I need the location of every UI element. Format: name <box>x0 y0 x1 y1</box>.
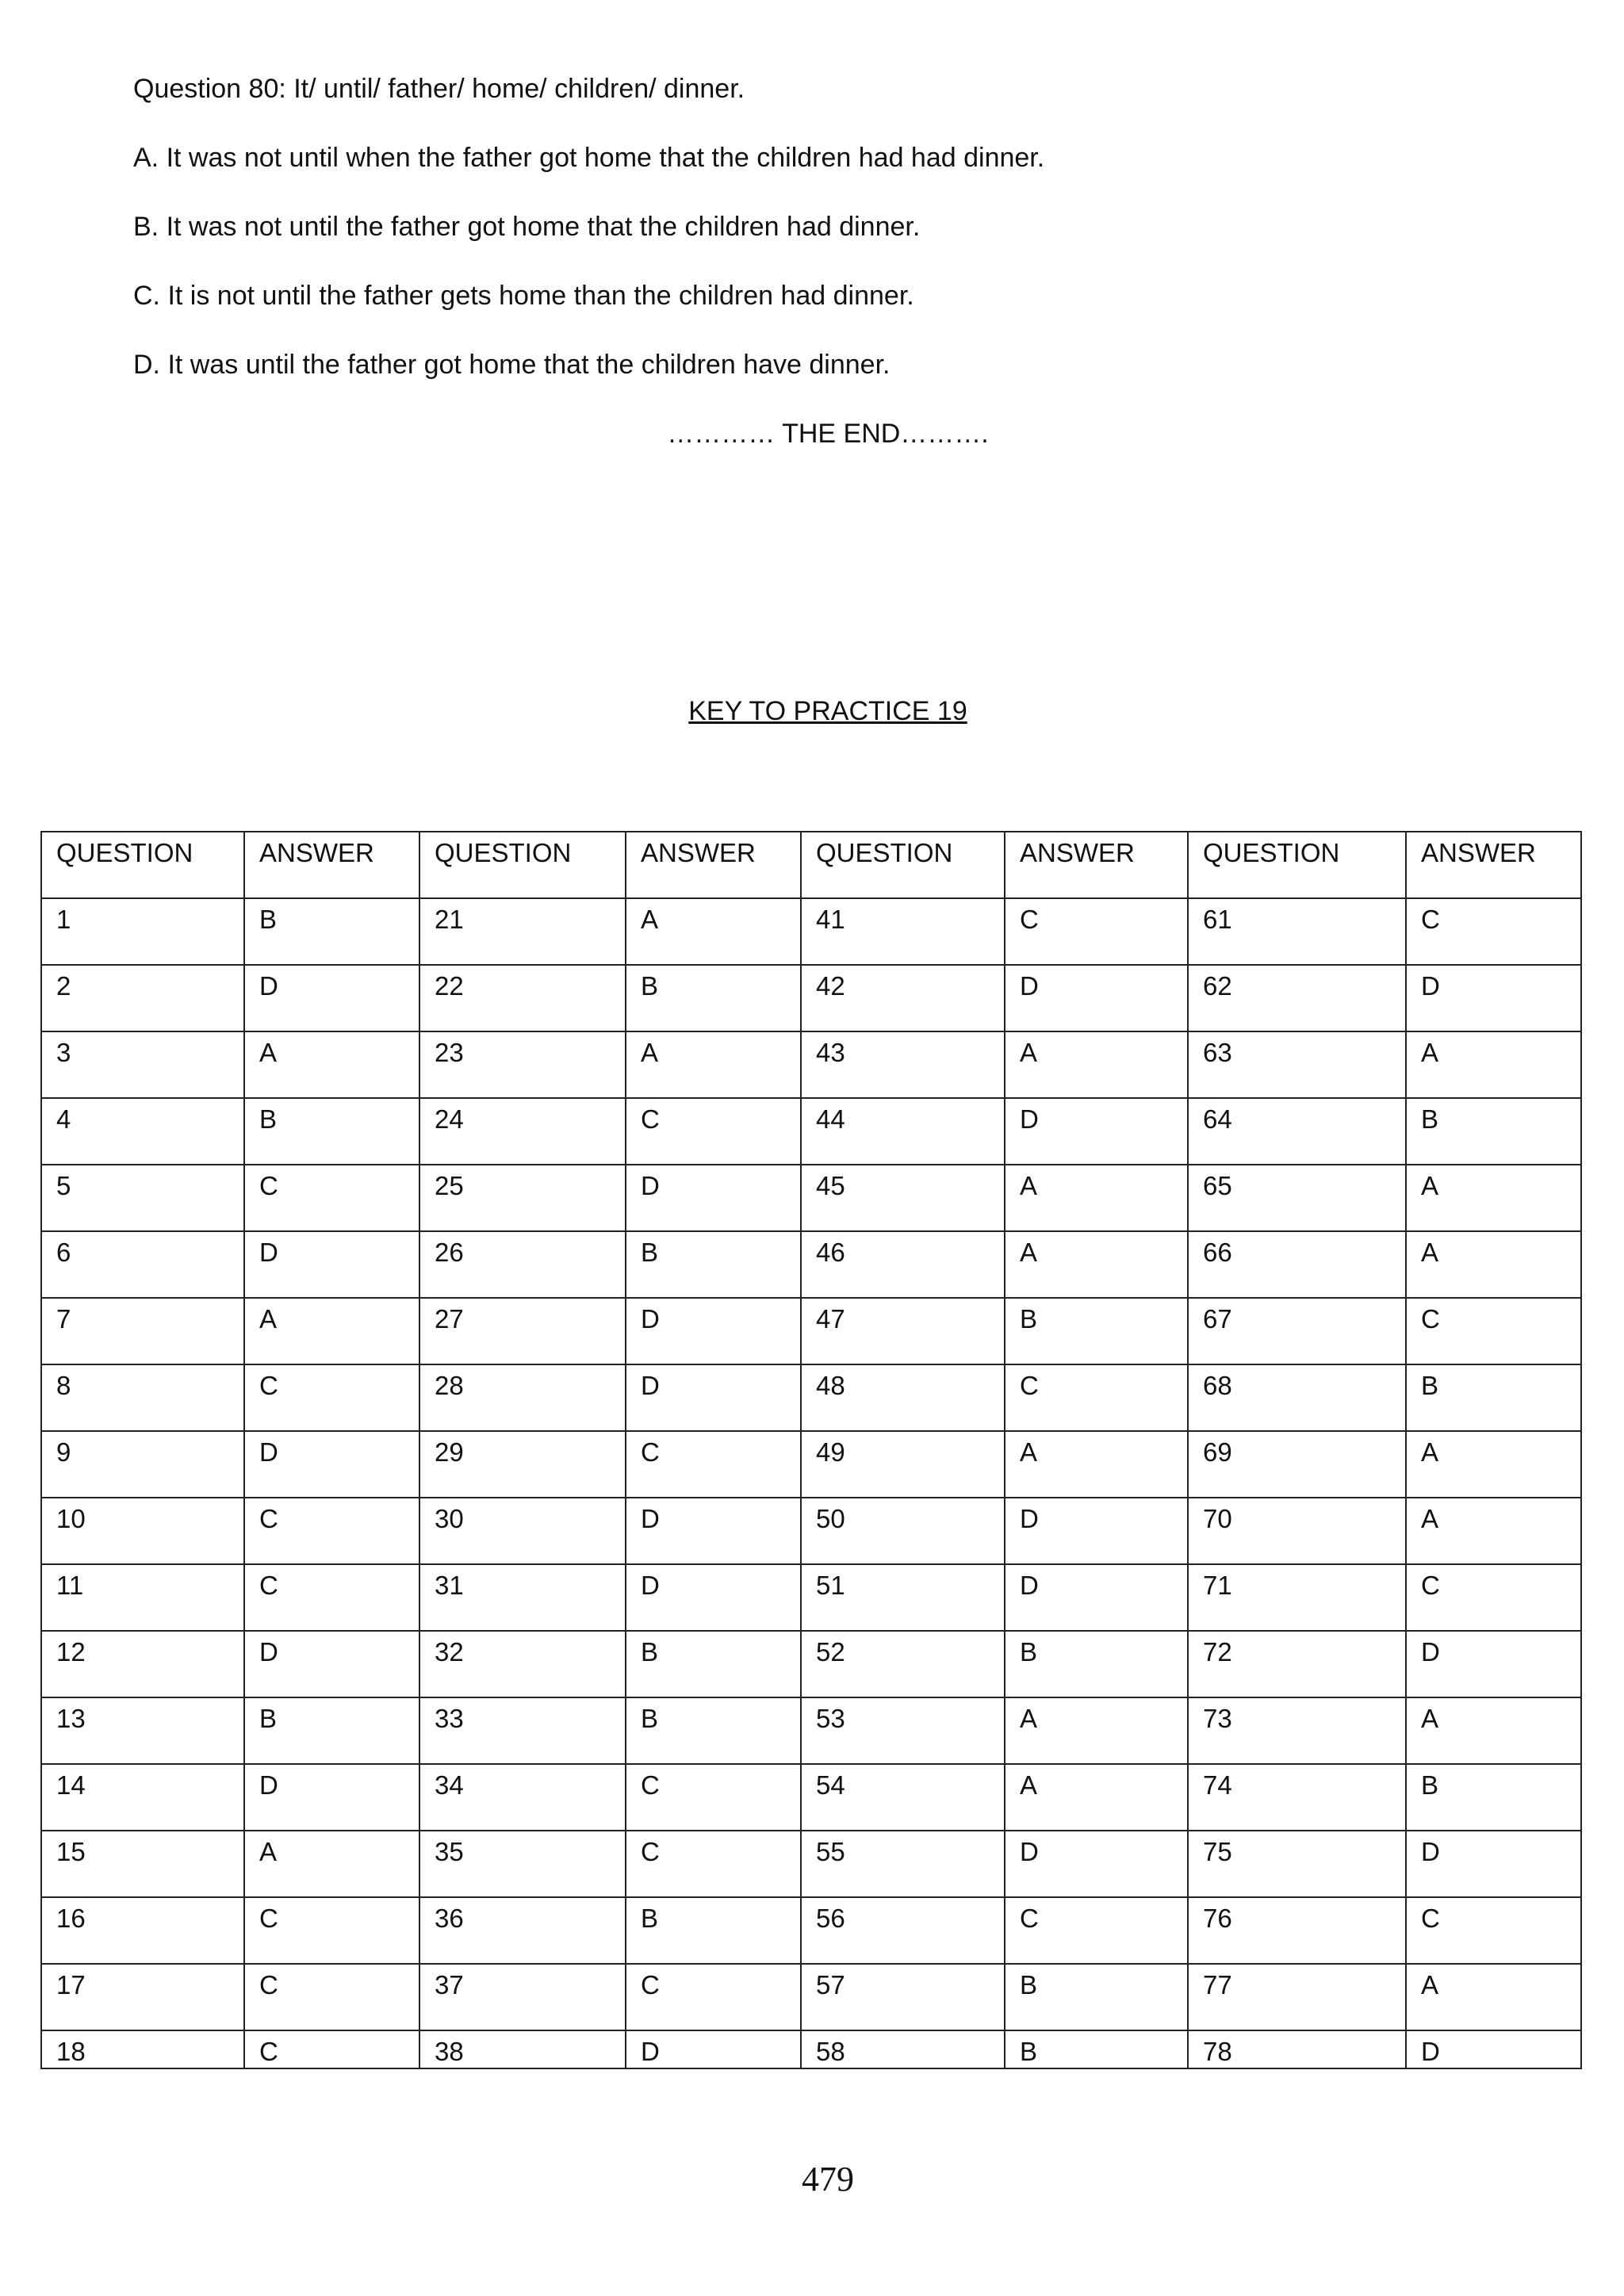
table-row <box>41 1431 1581 1498</box>
table-row <box>41 1364 1581 1431</box>
answer-cell: B <box>1005 2030 1188 2068</box>
table-row <box>41 898 1581 965</box>
answer-cell: A <box>1406 1431 1581 1498</box>
question-number-cell: 24 <box>419 1098 626 1165</box>
answer-cell: D <box>626 1564 801 1631</box>
option-a: A. It was not until when the father got home that the children had had dinner. <box>133 143 1045 173</box>
question-number-cell: 47 <box>801 1298 1005 1364</box>
question-number-cell: 76 <box>1188 1897 1406 1964</box>
question-number-cell: 66 <box>1188 1231 1406 1298</box>
table-header-row <box>41 832 1581 898</box>
question-number-cell: 35 <box>419 1831 626 1897</box>
answer-cell: B <box>1005 1964 1188 2030</box>
table-row <box>41 1631 1581 1697</box>
question-number-cell: 52 <box>801 1631 1005 1697</box>
table-row <box>41 1231 1581 1298</box>
header-answer: ANSWER <box>1406 832 1581 898</box>
question-number-cell: 70 <box>1188 1498 1406 1564</box>
answer-key-table <box>40 831 1582 2069</box>
answer-cell: D <box>244 1631 419 1697</box>
question-number-cell: 41 <box>801 898 1005 965</box>
option-d: D. It was until the father got home that the children have dinner. <box>133 350 891 380</box>
answer-cell: A <box>626 898 801 965</box>
table-row <box>41 1165 1581 1231</box>
answer-cell: B <box>1005 1298 1188 1364</box>
question-number-cell: 61 <box>1188 898 1406 965</box>
question-number-cell: 5 <box>41 1165 244 1231</box>
answer-cell: C <box>626 1764 801 1831</box>
table-row <box>41 1964 1581 2030</box>
question-number-cell: 78 <box>1188 2030 1406 2068</box>
question-number-cell: 57 <box>801 1964 1005 2030</box>
question-number-cell: 46 <box>801 1231 1005 1298</box>
question-number-cell: 31 <box>419 1564 626 1631</box>
answer-cell: D <box>1406 1631 1581 1697</box>
question-number-cell: 54 <box>801 1764 1005 1831</box>
answer-cell: B <box>626 1631 801 1697</box>
answer-cell: D <box>1406 2030 1581 2068</box>
question-number-cell: 23 <box>419 1031 626 1098</box>
answer-cell: A <box>1005 1431 1188 1498</box>
question-number-cell: 12 <box>41 1631 244 1697</box>
question-number-cell: 73 <box>1188 1697 1406 1764</box>
question-number-cell: 44 <box>801 1098 1005 1165</box>
answer-cell: D <box>244 1764 419 1831</box>
question-number-cell: 53 <box>801 1697 1005 1764</box>
answer-cell: A <box>1406 1165 1581 1231</box>
question-number-cell: 71 <box>1188 1564 1406 1631</box>
answer-cell: B <box>244 1697 419 1764</box>
question-number-cell: 32 <box>419 1631 626 1697</box>
end-marker: ………… THE END………. <box>667 419 989 449</box>
page-number: 479 <box>802 2160 854 2198</box>
answer-cell: A <box>1406 1697 1581 1764</box>
answer-cell: C <box>244 2030 419 2068</box>
question-number-cell: 1 <box>41 898 244 965</box>
header-answer: ANSWER <box>1005 832 1188 898</box>
answer-cell: A <box>1005 1165 1188 1231</box>
answer-cell: B <box>1005 1631 1188 1697</box>
table-row <box>41 1831 1581 1897</box>
answer-cell: D <box>1005 1564 1188 1631</box>
question-number-cell: 18 <box>41 2030 244 2068</box>
answer-cell: D <box>626 1165 801 1231</box>
answer-cell: C <box>244 1964 419 2030</box>
answer-cell: B <box>244 1098 419 1165</box>
answer-cell: D <box>626 1364 801 1431</box>
table-row <box>41 1031 1581 1098</box>
question-number-cell: 64 <box>1188 1098 1406 1165</box>
answer-cell: A <box>1406 1031 1581 1098</box>
table-row <box>41 1697 1581 1764</box>
question-number-cell: 15 <box>41 1831 244 1897</box>
answer-cell: A <box>1005 1697 1188 1764</box>
question-number-cell: 36 <box>419 1897 626 1964</box>
question-number-cell: 8 <box>41 1364 244 1431</box>
answer-cell: B <box>626 1697 801 1764</box>
answer-cell: C <box>244 1165 419 1231</box>
question-number-cell: 42 <box>801 965 1005 1031</box>
question-number-cell: 65 <box>1188 1165 1406 1231</box>
question-block <box>133 71 1481 416</box>
question-number-cell: 37 <box>419 1964 626 2030</box>
table-row <box>41 2030 1581 2068</box>
header-question: QUESTION <box>801 832 1005 898</box>
question-prompt: Question 80: It/ until/ father/ home/ children/ dinner. <box>133 74 745 104</box>
answer-cell: A <box>1005 1031 1188 1098</box>
answer-cell: D <box>1005 1098 1188 1165</box>
answer-cell: D <box>244 1231 419 1298</box>
table-row <box>41 1298 1581 1364</box>
question-number-cell: 17 <box>41 1964 244 2030</box>
question-number-cell: 38 <box>419 2030 626 2068</box>
question-number-cell: 3 <box>41 1031 244 1098</box>
question-number-cell: 22 <box>419 965 626 1031</box>
table-row <box>41 1897 1581 1964</box>
question-number-cell: 6 <box>41 1231 244 1298</box>
answer-cell: C <box>626 1431 801 1498</box>
question-number-cell: 33 <box>419 1697 626 1764</box>
question-number-cell: 63 <box>1188 1031 1406 1098</box>
question-number-cell: 56 <box>801 1897 1005 1964</box>
answer-cell: D <box>626 1498 801 1564</box>
question-number-cell: 7 <box>41 1298 244 1364</box>
question-number-cell: 55 <box>801 1831 1005 1897</box>
answer-cell: D <box>1005 1831 1188 1897</box>
answer-cell: B <box>1406 1764 1581 1831</box>
answer-cell: C <box>244 1498 419 1564</box>
question-number-cell: 69 <box>1188 1431 1406 1498</box>
table-row <box>41 1498 1581 1564</box>
answer-cell: B <box>1406 1364 1581 1431</box>
table-row <box>41 965 1581 1031</box>
question-number-cell: 21 <box>419 898 626 965</box>
key-title: KEY TO PRACTICE 19 <box>688 696 967 726</box>
question-number-cell: 4 <box>41 1098 244 1165</box>
question-number-cell: 45 <box>801 1165 1005 1231</box>
question-number-cell: 13 <box>41 1697 244 1764</box>
question-number-cell: 27 <box>419 1298 626 1364</box>
answer-cell: B <box>626 1231 801 1298</box>
question-number-cell: 67 <box>1188 1298 1406 1364</box>
answer-cell: C <box>1005 898 1188 965</box>
answer-cell: A <box>1005 1764 1188 1831</box>
question-number-cell: 16 <box>41 1897 244 1964</box>
question-number-cell: 68 <box>1188 1364 1406 1431</box>
answer-cell: D <box>1005 1498 1188 1564</box>
answer-cell: C <box>1406 1897 1581 1964</box>
answer-cell: A <box>1406 1231 1581 1298</box>
answer-cell: D <box>1005 965 1188 1031</box>
question-number-cell: 62 <box>1188 965 1406 1031</box>
answer-cell: B <box>1406 1098 1581 1165</box>
answer-cell: D <box>1406 965 1581 1031</box>
question-number-cell: 77 <box>1188 1964 1406 2030</box>
answer-cell: D <box>244 1431 419 1498</box>
answer-cell: C <box>1005 1897 1188 1964</box>
header-answer: ANSWER <box>626 832 801 898</box>
answer-cell: C <box>1005 1364 1188 1431</box>
answer-cell: C <box>1406 1298 1581 1364</box>
question-number-cell: 34 <box>419 1764 626 1831</box>
answer-cell: A <box>244 1298 419 1364</box>
table-row <box>41 1098 1581 1165</box>
option-c: C. It is not until the father gets home than the children had dinner. <box>133 281 914 311</box>
question-number-cell: 25 <box>419 1165 626 1231</box>
answer-cell: C <box>244 1364 419 1431</box>
question-number-cell: 43 <box>801 1031 1005 1098</box>
answer-cell: A <box>1005 1231 1188 1298</box>
answer-cell: B <box>244 898 419 965</box>
answer-cell: C <box>626 1964 801 2030</box>
header-question: QUESTION <box>1188 832 1406 898</box>
table-row <box>41 1764 1581 1831</box>
answer-cell: A <box>626 1031 801 1098</box>
answer-cell: D <box>244 965 419 1031</box>
question-number-cell: 58 <box>801 2030 1005 2068</box>
answer-cell: C <box>244 1897 419 1964</box>
answer-cell: A <box>244 1031 419 1098</box>
answer-cell: C <box>626 1831 801 1897</box>
answer-cell: A <box>1406 1964 1581 2030</box>
question-number-cell: 9 <box>41 1431 244 1498</box>
header-question: QUESTION <box>41 832 244 898</box>
question-number-cell: 49 <box>801 1431 1005 1498</box>
answer-cell: D <box>626 2030 801 2068</box>
question-number-cell: 48 <box>801 1364 1005 1431</box>
answer-cell: A <box>244 1831 419 1897</box>
question-number-cell: 26 <box>419 1231 626 1298</box>
question-number-cell: 74 <box>1188 1764 1406 1831</box>
header-question: QUESTION <box>419 832 626 898</box>
header-answer: ANSWER <box>244 832 419 898</box>
answer-cell: B <box>626 965 801 1031</box>
question-number-cell: 51 <box>801 1564 1005 1631</box>
table-row <box>41 1564 1581 1631</box>
answer-cell: C <box>1406 898 1581 965</box>
answer-cell: C <box>626 1098 801 1165</box>
question-number-cell: 2 <box>41 965 244 1031</box>
question-number-cell: 28 <box>419 1364 626 1431</box>
answer-cell: D <box>626 1298 801 1364</box>
question-number-cell: 14 <box>41 1764 244 1831</box>
question-number-cell: 50 <box>801 1498 1005 1564</box>
question-number-cell: 29 <box>419 1431 626 1498</box>
question-number-cell: 75 <box>1188 1831 1406 1897</box>
answer-cell: B <box>626 1897 801 1964</box>
answer-cell: C <box>244 1564 419 1631</box>
answer-cell: A <box>1406 1498 1581 1564</box>
question-number-cell: 10 <box>41 1498 244 1564</box>
question-number-cell: 72 <box>1188 1631 1406 1697</box>
answer-cell: C <box>1406 1564 1581 1631</box>
option-b: B. It was not until the father got home that the children had dinner. <box>133 212 921 242</box>
question-number-cell: 11 <box>41 1564 244 1631</box>
answer-cell: D <box>1406 1831 1581 1897</box>
question-number-cell: 30 <box>419 1498 626 1564</box>
